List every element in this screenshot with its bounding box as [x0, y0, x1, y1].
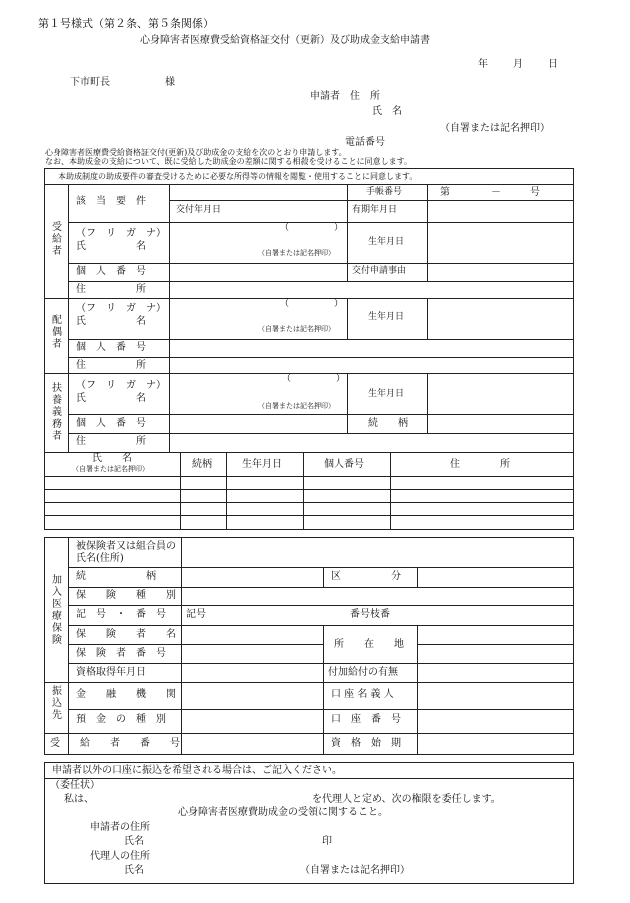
ins-type-label: 保 険 種 別	[76, 590, 176, 601]
hh-col-birth: 生年月日	[242, 459, 282, 470]
proxy-applicant-address: 申請者の住所	[90, 822, 150, 833]
transfer-group-label: 振込先	[52, 686, 62, 721]
ins-ku-label: 区 分	[331, 571, 401, 582]
proxy-appoint: を代理人と定め、次の権限を委任します。	[312, 794, 501, 805]
start-label: 資 格 始 期	[331, 738, 401, 749]
insurance-group-label: 加入医療保険	[52, 575, 62, 646]
insured-name-label: 被保険者又は組合員の氏名(住所)	[76, 541, 176, 564]
date-day: 日	[548, 59, 558, 70]
proxy-applicant-name: 氏名	[124, 836, 144, 847]
addressee: 下市町長	[70, 77, 110, 88]
supporter-kojin-label: 個 人 番 号	[76, 418, 146, 429]
recipient-birth-label: 生年月日	[368, 237, 405, 247]
hh-col-name-note: （自署または記名押印）	[72, 465, 149, 473]
supporter-furigana: （フ リ ガ ナ）	[76, 380, 166, 391]
recipient-sign-note: （自署または記名押印）	[258, 249, 335, 257]
table-row	[44, 515, 574, 516]
ins-location-label: 所 在 地	[334, 639, 404, 650]
techo-go: 号	[530, 187, 540, 198]
spouse-birth-label: 生年月日	[368, 312, 405, 322]
recipient-paren: （ ）	[280, 223, 344, 233]
supporter-birth-label: 生年月日	[368, 389, 405, 399]
supporter-group-label: 扶養義務者	[52, 383, 62, 442]
techo-dai: 第	[440, 187, 450, 198]
spouse-name-label: 氏 名	[76, 316, 146, 327]
spouse-furigana: （フ リ ガ ナ）	[76, 303, 166, 314]
spouse-kojin-label: 個 人 番 号	[76, 342, 146, 353]
date-month: 月	[513, 59, 523, 70]
hh-col-name: 氏 名	[92, 453, 132, 464]
applicant-name-label: 氏 名	[372, 106, 402, 117]
form-title: 心身障害者医療費受給資格証交付（更新）及び助成金支給申請書	[140, 35, 430, 46]
recipient-name-label: 氏 名	[76, 241, 146, 252]
signature-note: （自署または記名押印）	[440, 123, 550, 134]
ins-kigo: 記号	[186, 609, 206, 620]
techo-no-label: 手帳番号	[366, 187, 403, 197]
expiry-date-label: 有期年月日	[352, 205, 398, 215]
supporter-paren: （ ）	[282, 374, 346, 384]
recipient-kojin-label: 個 人 番 号	[76, 266, 146, 277]
ins-kigo-bango-label: 記 号 ・ 番 号	[76, 609, 166, 620]
spouse-paren: （ ）	[280, 299, 344, 309]
supporter-name-label: 氏 名	[76, 393, 146, 404]
table-row	[44, 502, 574, 503]
consent-row: 本助成制度の助成要件の審査受けるために必要な所得等の情報を閲覧・使用することに同意します。	[58, 172, 418, 181]
holder-label: 口 座 名 義 人	[331, 689, 394, 700]
supporter-address-label: 住 所	[76, 436, 146, 447]
ins-insurer-no-label: 保 険 者 番 号	[76, 648, 166, 659]
recipient-furigana: （フ リ ガ ナ）	[76, 228, 166, 239]
proxy-agent-name: 氏名	[124, 865, 144, 876]
gaitou-label: 該 当 要 件	[76, 196, 146, 207]
ins-edaban: 番号枝番	[350, 609, 390, 620]
applicant-address-label: 申請者 住 所	[310, 91, 380, 102]
addressee-sama: 様	[165, 77, 175, 88]
spouse-sign-note: （自署または記名押印）	[258, 325, 335, 333]
issue-date-label: 交付年月日	[176, 205, 222, 215]
statement-1: 心身障害者医療費受給資格証交付(更新)及び助成金の支給を次のとおり申請します。	[45, 148, 347, 157]
proxy-seal: 印	[322, 836, 332, 847]
recipient-reason-label: 交付申請事由	[352, 266, 407, 276]
hh-col-relation: 続柄	[192, 459, 212, 470]
bank-label: 金 融 機 関	[76, 689, 176, 700]
statement-2: なお、本助成金の支給について、既に受給した助成金の差額に関する相殺を受けることに同意します。	[45, 157, 413, 166]
phone-label: 電話番号	[345, 137, 385, 148]
proxy-agent-address: 代理人の住所	[90, 851, 150, 862]
table-row	[44, 476, 574, 477]
date-year: 年	[478, 59, 488, 70]
form-number: 第１号様式（第２条、第５条関係）	[38, 17, 214, 30]
table-row	[44, 489, 574, 490]
proxy-title: （委任状）	[50, 780, 100, 791]
ins-additional-label: 付加給付の有無	[328, 667, 398, 678]
ins-acquired-label: 資格取得年月日	[76, 667, 146, 678]
recipient-group-label: 受給者	[52, 222, 62, 257]
techo-dash: －	[491, 187, 501, 198]
hh-col-address: 住 所	[450, 459, 510, 470]
ins-relation-label: 続 柄	[76, 571, 156, 582]
proxy-note: 申請者以外の口座に振込を希望される場合は、ご記入ください。	[52, 765, 342, 776]
spouse-address-label: 住 所	[76, 360, 146, 371]
proxy-sign-note: （自署または記名押印）	[300, 865, 410, 876]
recipient-no-label: 受 給 者 番 号	[50, 738, 180, 749]
recipient-address-label: 住 所	[76, 284, 146, 295]
supporter-relation-label: 続 柄	[368, 418, 408, 429]
supporter-sign-note: （自署または記名押印）	[258, 402, 335, 410]
deposit-type-label: 預 金 の 種 別	[76, 714, 166, 725]
proxy-authority: 心身障害者医療費助成金の受領に関すること。	[178, 807, 388, 818]
account-no-label: 口 座 番 号	[331, 714, 401, 725]
spouse-group-label: 配偶者	[52, 315, 62, 350]
proxy-watashi: 私は、	[64, 794, 94, 805]
ins-insurer-label: 保 険 者 名	[76, 629, 176, 640]
hh-col-kojin: 個人番号	[324, 459, 364, 470]
